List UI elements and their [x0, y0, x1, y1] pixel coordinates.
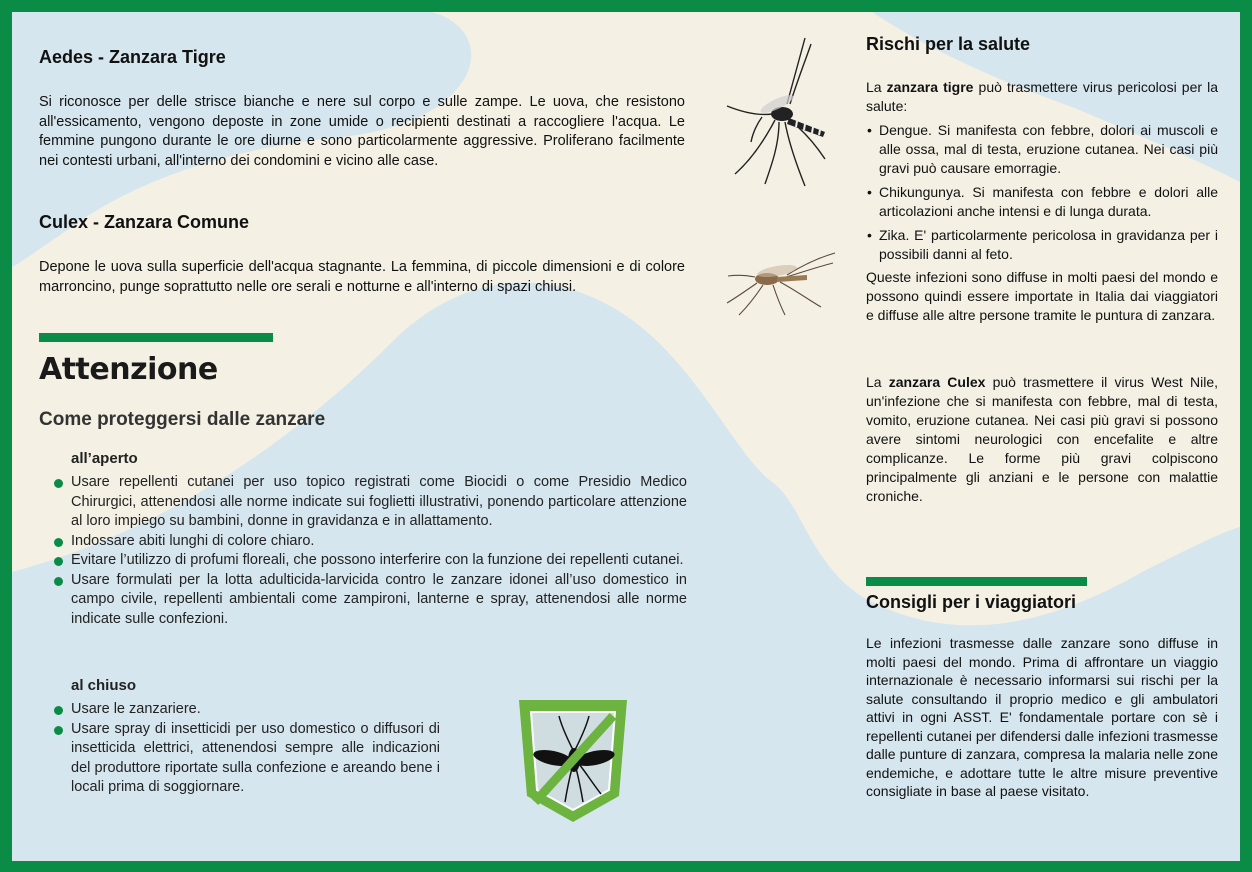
culex-risk-pre: La — [866, 374, 889, 390]
diffusion-text: Queste infezioni sono diffuse in molti paesi del mondo e possono quindi essere importate in Italia dai viaggiatori e diffuse alle altre persone tramite le puntura di zanzara. — [866, 269, 1218, 323]
culex-description: Depone le uova sulla superficie dell'acqua stagnante. La femmina, di piccole dimensioni e di colore marroncino, punge soprattutto nelle ore serali e notturne e all'interno di spazi chiusi. — [39, 259, 685, 295]
culex-risk-text — [866, 373, 1218, 506]
list-item: Usare spray di insetticidi per uso domestico o diffusori di insetticida elettrici, attenendosi sempre alle indicazioni del produttore riportate sulla confezione e areando bene i locali prima di soggiornare. — [54, 720, 440, 798]
aedes-title: Aedes - Zanzara Tigre — [39, 47, 226, 67]
tigre-intro — [866, 78, 1218, 116]
indoor-title: al chiuso — [71, 677, 137, 694]
culex-risk-bold: zanzara Culex — [888, 374, 986, 390]
brochure-page — [12, 12, 1240, 861]
list-item: • Chikungunya. Si manifesta con febbre e dolori alle articolazioni anche intensi e di lunga durata. — [866, 183, 1218, 221]
attenzione-bar — [39, 333, 273, 342]
list-item: Evitare l’utilizzo di profumi floreali, che possono interferire con la funzione dei repellenti cutanei. — [54, 551, 687, 571]
culex-risk-post: può trasmettere il virus West Nile, un'infezione che si manifesta con febbre, mal di testa, vomito, eruzione cutanea. Nei casi più gravi si possono avere sintomi neurologici con encefalite e altre complicanze. Le forme più gravi colpiscono principalmente gli anziani e le persone con malattie croniche. — [866, 374, 1219, 504]
list-item: Indossare abiti lunghi di colore chiaro. — [54, 532, 687, 552]
travelers-title: Consigli per i viaggiatori — [866, 592, 1077, 612]
list-item: Usare le zanzariere. — [54, 700, 440, 720]
attenzione-title: Attenzione — [39, 352, 218, 387]
outdoor-title: all’aperto — [71, 450, 138, 467]
tiger-mosquito-icon — [717, 34, 837, 189]
outdoor-list — [54, 473, 687, 629]
common-mosquito-icon — [725, 245, 837, 317]
indoor-list — [54, 700, 440, 798]
tigre-intro-pre: La — [866, 79, 887, 95]
virus-list — [866, 121, 1218, 269]
list-item: Usare repellenti cutanei per uso topico registrati come Biocidi o come Presidio Medico Chirurgici, attenendosi alle norme indicate sui foglietti illustrativi, ponendo particolare attenzione al loro impiego su bambini, donne in gravidanza e in allattamento. — [54, 473, 687, 532]
list-item: • Dengue. Si manifesta con febbre, dolori ai muscoli e alle ossa, mal di testa, eruzione cutanea. Nei casi più gravi può causare emorragie. — [866, 121, 1218, 178]
no-mosquito-shield-icon — [517, 698, 629, 824]
list-item: Usare formulati per la lotta adulticida-larvicida contro le zanzare idonei all’uso domestico in campo civile, repellenti ambientali come zampironi, lanterne e spray, attenendosi alle norme indicate sulle confezioni. — [54, 571, 687, 630]
tigre-intro-bold: zanzara tigre — [886, 79, 974, 95]
protection-subtitle: Come proteggersi dalle zanzare — [39, 409, 326, 430]
tigre-intro-post: può trasmettere virus pericolosi per la salute: — [866, 79, 1218, 114]
aedes-description: Si riconosce per delle strisce bianche e nere sul corpo e sulle zampe. Le uova, che resistono all'essicamento, vengono deposte in zone umide o recipienti destinati a raccogliere l'acqua. Le femmine pungono durante le ore diurne e sono particolarmente aggressive. Proliferano facilmente nei contesti urbani, all'interno dei condomini e vicino alle case. — [39, 94, 685, 169]
culex-title: Culex - Zanzara Comune — [39, 212, 250, 232]
risks-title: Rischi per la salute — [866, 34, 1031, 54]
consigli-bar — [866, 577, 1087, 586]
list-item: • Zika. E' particolarmente pericolosa in gravidanza per i possibili danni al feto. — [866, 226, 1218, 264]
travelers-text: Le infezioni trasmesse dalle zanzare sono diffuse in molti paesi del mondo. Prima di affrontare un viaggio internazionale è necessario informarsi sui rischi per la salute consultando il proprio medico e gli ambulatori attivi in ogni ASST. E' fondamentale portare con sè i repellenti cutanei per difendersi dalle infezioni trasmesse dalle punture di zanzara, compresa la malaria nelle zone endemiche, e adottare tutte le altre misure preventive consigliate in base al paese visitato. — [866, 635, 1218, 799]
